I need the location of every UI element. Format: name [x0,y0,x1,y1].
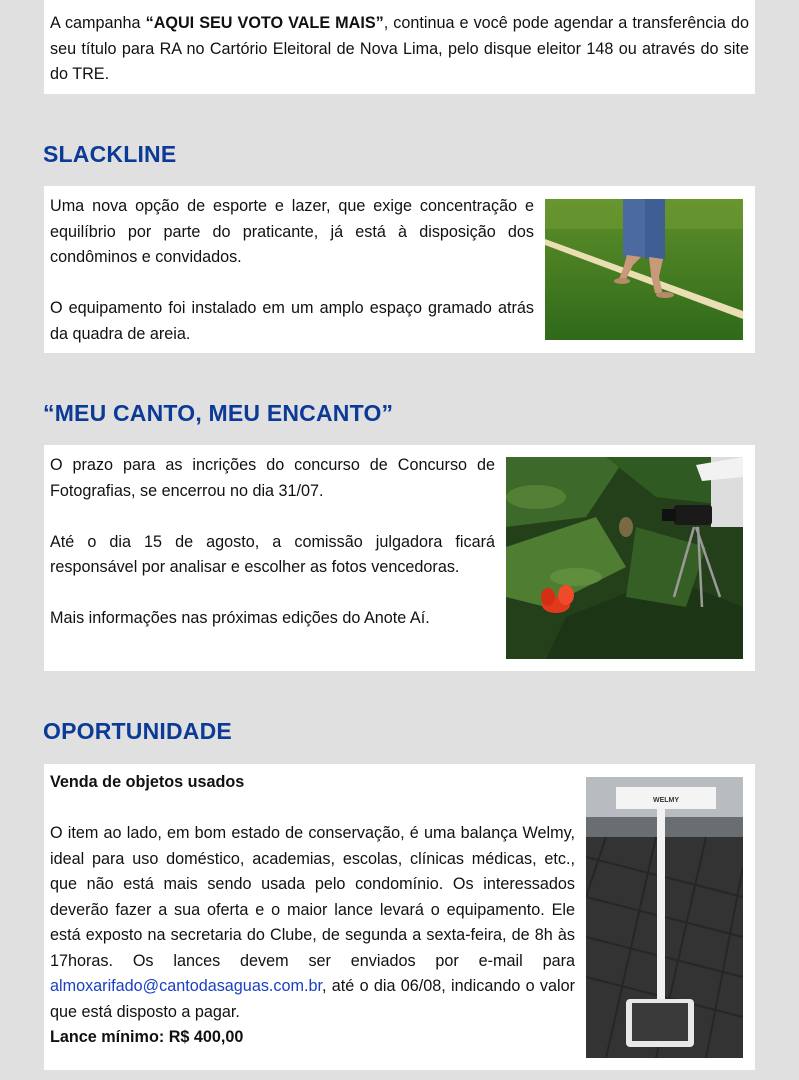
scale-photo [586,777,743,1058]
email-link[interactable]: almoxarifado@cantodasaguas.com.br [50,977,322,995]
slackline-photo [545,199,743,340]
slackline-box [44,186,755,353]
meu-canto-paragraph-3: Mais informações nas próximas edições do Anote Aí. [50,609,430,627]
sale-description [50,821,575,1025]
meu-canto-heading: “MEU CANTO, MEU ENCANTO” [43,400,394,426]
slackline-text [50,194,534,347]
meu-canto-paragraph-2: Até o dia 15 de agosto, a comissão julgadora ficará responsável por analisar e escolher as fotos vencedoras. [50,532,495,576]
meu-canto-box [44,445,755,671]
oportunidade-heading: OPORTUNIDADE [43,718,232,744]
intro-box [44,0,755,94]
intro-text-before: A campanha [50,14,146,32]
oportunidade-text [50,770,575,1051]
intro-text-after: , continua e você pode agendar a transferência do seu título para RA no Cartório Eleitoral de Nova Lima, pelo disque eleitor 148 ou através do site do TRE. [50,14,749,83]
campaign-name: “AQUI SEU VOTO VALE MAIS” [145,14,384,32]
slackline-paragraph-1: Uma nova opção de esporte e lazer, que exige concentração e equilíbrio por parte do praticante, já está à disposição dos condôminos e convidados. [50,197,534,266]
slackline-heading: SLACKLINE [43,141,177,167]
meu-canto-paragraph-1: O prazo para as incrições do concurso de Concurso de Fotografias, se encerrou no dia 31/07. [50,456,495,500]
sale-subtitle: Venda de objetos usados [50,773,245,791]
oportunidade-box [44,764,755,1070]
scale-brand-label: WELMY [652,797,680,804]
sale-text-after: , até o dia 06/08, indicando o valor que está disposto a pagar. [50,977,575,1021]
sale-text-before: O item ao lado, em bom estado de conservação, é uma balança Welmy, ideal para uso doméstico, academias, escolas, clínicas médicas, etc., que não está mais sendo usada pelo condomínio. Os interessados deverão fazer a sua oferta e o maior lance levará o equipamento. Ele está exposto na secretaria do Clube, de segunda a sexta-feira, de 8h às 17horas. Os lances devem ser enviados por e-mail para [50,824,575,970]
intro-paragraph [50,11,749,88]
meu-canto-text [50,453,495,632]
slackline-paragraph-2: O equipamento foi instalado em um amplo espaço gramado atrás da quadra de areia. [50,299,534,343]
minimum-bid: Lance mínimo: R$ 400,00 [50,1028,244,1046]
photographer-photo [506,457,743,659]
